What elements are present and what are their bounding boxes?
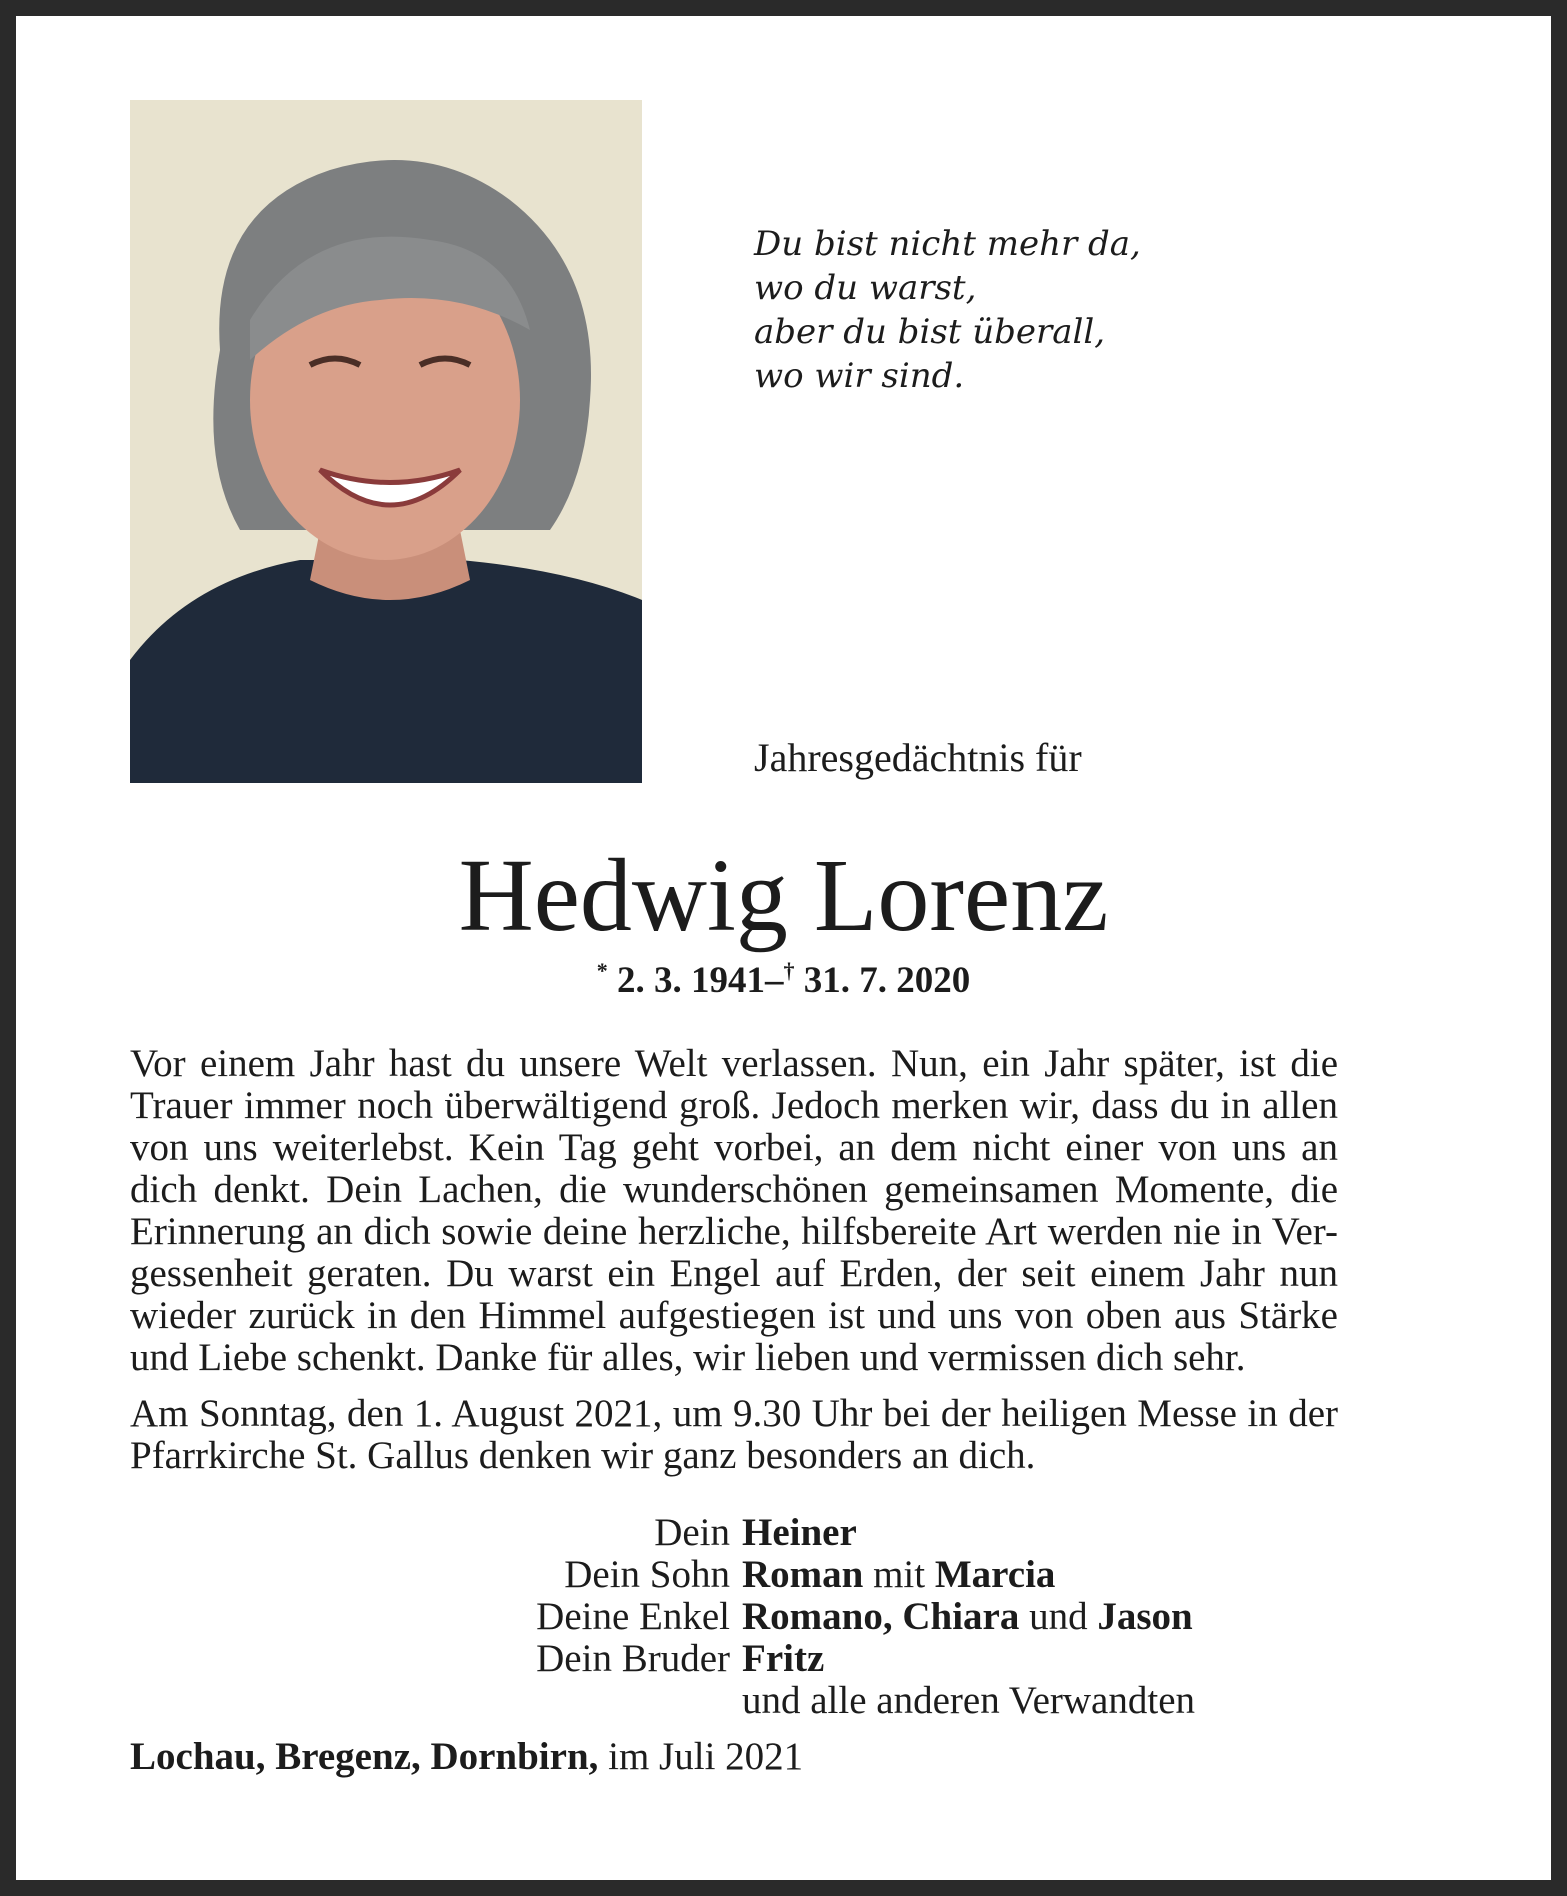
memorial-paragraph <box>130 1043 1338 1379</box>
mourner-name: Marcia <box>934 1553 1056 1596</box>
text-line: von uns weiterlebst. Kein Tag geht vorbei, an dem nicht einer von uns an <box>130 1126 1338 1169</box>
footer-place-date <box>130 1734 803 1779</box>
quote-line: wo du warst, <box>754 268 977 308</box>
memorial-quote <box>754 222 1141 398</box>
mourner-role: Deine Enkel <box>536 1595 730 1638</box>
text-line: und Liebe schenkt. Danke für alles, wir lieben und vermissen dich sehr. <box>130 1336 1246 1379</box>
mourner-row <box>130 1680 1338 1722</box>
mourner-names <box>742 1596 1193 1638</box>
mourner-names <box>742 1512 857 1554</box>
mourner-joiner: mit <box>863 1553 935 1596</box>
text-line: Trauer immer noch überwältigend groß. Jedoch merken wir, dass du in allen <box>130 1084 1338 1127</box>
death-symbol: † <box>783 958 795 983</box>
intro-heading: Jahresgedächtnis für <box>754 735 1082 780</box>
text-line: wieder zurück in den Himmel aufgestiegen ist und uns von oben aus Stärke <box>130 1294 1338 1337</box>
mourner-role: Dein Bruder <box>536 1637 730 1680</box>
birth-date: 2. 3. 1941 <box>617 960 765 1001</box>
mourner-name: Fritz <box>742 1637 825 1680</box>
mourner-row <box>130 1596 1338 1638</box>
text-line: Vor einem Jahr hast du unsere Welt verlassen. Nun, ein Jahr später, ist die <box>130 1042 1338 1085</box>
mourner-name: Jason <box>1097 1595 1193 1638</box>
mourner-row <box>130 1638 1338 1680</box>
mourner-relatives: und alle anderen Verwandten <box>742 1679 1196 1722</box>
mourner-name: Roman <box>742 1553 864 1596</box>
footer-places: Lochau, Bregenz, Dornbirn, <box>130 1735 599 1778</box>
mourner-names <box>742 1554 1055 1596</box>
portrait-photo <box>130 100 642 783</box>
text-line: gessenheit geraten. Du warst ein Engel auf Erden, der seit einem Jahr nun <box>130 1252 1338 1295</box>
quote-line: aber du bist überall, <box>754 312 1106 352</box>
footer-date: im Juli 2021 <box>598 1735 804 1778</box>
text-line: Erinnerung an dich sowie deine herzliche, hilfsbereite Art werden nie in Ver- <box>130 1210 1338 1253</box>
date-separator: – <box>765 960 784 1001</box>
mourner-row <box>130 1554 1338 1596</box>
mourner-name: Heiner <box>742 1511 857 1554</box>
text-line: Am Sonntag, den 1. August 2021, um 9.30 Uhr bei der heiligen Messe in der <box>130 1392 1338 1435</box>
deceased-name: Hedwig Lorenz <box>458 838 1109 953</box>
quote-line: Du bist nicht mehr da, <box>754 224 1141 264</box>
text-line: Pfarrkirche St. Gallus denken wir ganz besonders an dich. <box>130 1434 1036 1477</box>
text-line: dich denkt. Dein Lachen, die wunderschönen gemeinsamen Momente, die <box>130 1168 1338 1211</box>
mourner-names <box>742 1638 824 1680</box>
mourner-name: Romano, Chiara <box>742 1595 1020 1638</box>
mourners-list <box>130 1512 1338 1722</box>
mass-announcement <box>130 1393 1338 1477</box>
death-date: 31. 7. 2020 <box>803 960 971 1001</box>
mourner-row <box>130 1512 1338 1554</box>
mourner-role: Dein Sohn <box>564 1553 730 1596</box>
quote-line: wo wir sind. <box>754 356 965 396</box>
mourner-joiner: und <box>1019 1595 1098 1638</box>
birth-symbol: * <box>596 958 608 983</box>
mourner-role: Dein <box>654 1511 730 1554</box>
mourner-role <box>130 1680 742 1722</box>
memorial-text <box>130 1043 1338 1477</box>
life-dates <box>0 958 1567 1002</box>
